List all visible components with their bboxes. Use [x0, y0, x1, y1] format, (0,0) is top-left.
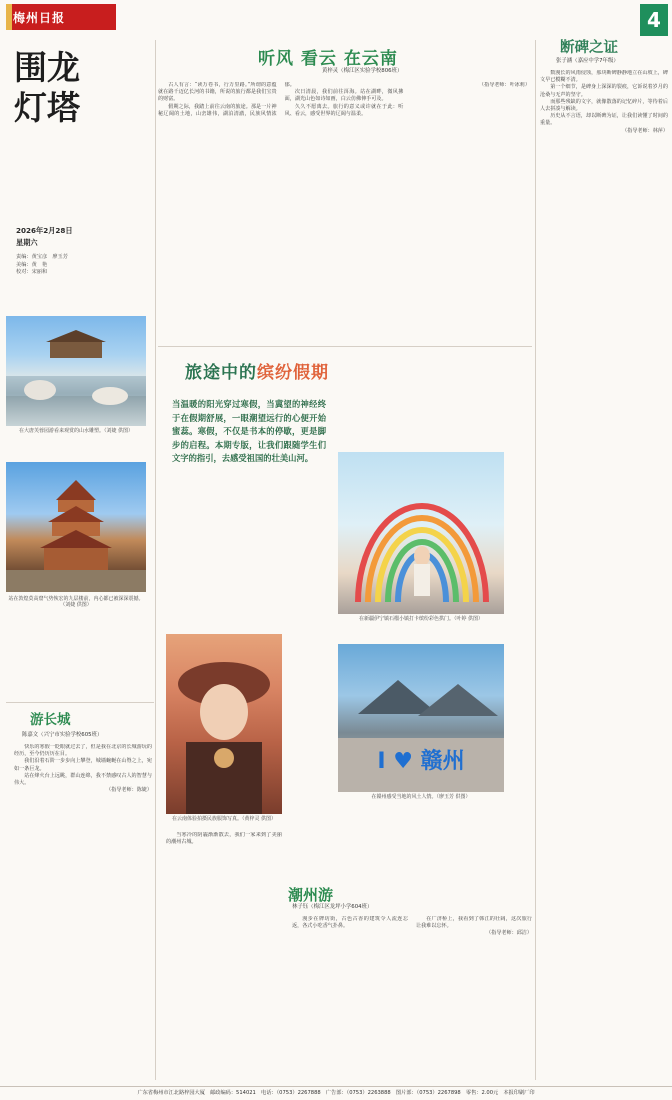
- author-yunnan: 黄梓灵（梅江区实验学校806班）: [322, 68, 403, 74]
- article-title-yunnan: 听风 看云 在云南: [258, 49, 398, 69]
- paragraph: 站在烽火台上远眺，群山连绵，我不禁感叹古人的智慧与伟大。: [14, 772, 152, 787]
- paragraph: 假期之际，我踏上前往云南的旅途。那是一片神秘辽阔的土地，山峦雄伟，湖泊清澈，民族风情浓郁。: [158, 82, 295, 117]
- closing-credit-chaozhou: （指导老师：邱洁）: [486, 930, 532, 937]
- paragraph: 久久不愿离去。旅行的意义或许就在于此：听风、看云，感受世界的辽阔与温柔。: [284, 103, 404, 117]
- author-duanbei: 张子涵（嘉应中学7年级）: [556, 58, 619, 64]
- proofreader-credit: 校对：宋丽和: [16, 269, 48, 275]
- paragraph: 数漫长的风雨侵蚀，那块断碑静静地立在山坡上，碑文早已模糊不清。: [540, 70, 668, 84]
- author-chaozhou: 林子钰（梅江区龙坪小学604班）: [292, 904, 373, 910]
- banner-prefix: 旅途中的: [185, 363, 257, 383]
- paragraph: 漫步在牌坊街，古色古香的建筑令人流连忘返，各式小吃香气扑鼻。: [292, 916, 408, 930]
- paragraph: 次日清晨，我们前往洱海。站在湖畔，微风拂面，湖光山色如诗如画，白云仿佛伸手可及。: [284, 89, 404, 103]
- costume-portrait-illustration: [166, 634, 282, 814]
- section-rule: [6, 702, 154, 703]
- closing-credit-changcheng: （指导老师：陈婕）: [106, 787, 152, 794]
- designer-credit: 美编：黄 艳: [16, 261, 48, 268]
- article-title-duanbei: 断碑之证: [560, 40, 618, 56]
- paragraph: 第一个细节，是碑身上深深的裂痕，它诉说着岁月的沧桑与无声的坚守。: [540, 84, 668, 98]
- editor-credit: 责编：黄宝彦 廖玉芳: [16, 254, 68, 260]
- paragraph: 快乐的寒假一眨眼就过去了，但是我在北京的长城游玩的经历，至今仍历历在目。: [14, 744, 152, 758]
- feature-intro: 当温暖的阳光穿过寒假，当冀望的神经终于在假期舒展，一眼潮望远行的心便开始蜜蕊。寒假，不仅是书本的停歇，更是脚步的启程。本期专版，让我们跟随学生们文字的指引，去感受祖国的壮美山河。: [172, 399, 326, 463]
- issue-weekday: 星期六: [16, 238, 38, 247]
- photo-caption-pagoda: 站在敦煌莫高窟气势恢宏的九层楼前，内心都已被深深震撼。（刘婕 供图）: [8, 596, 144, 609]
- photo-mogao-pagoda: [6, 462, 146, 592]
- paper-name: 梅州日报: [13, 11, 66, 25]
- article-body-changcheng: [14, 744, 152, 1070]
- article-body-chaozhou-left: [166, 832, 282, 1078]
- paragraph: 历史从不言语，却以断碑为证，让我们读懂了时间的重量。: [540, 113, 668, 127]
- paragraph: 而那些残缺的文字，就像散落的记忆碎片，等待着后人去拼凑与解读。: [540, 98, 668, 113]
- page-number: 4: [640, 4, 668, 36]
- photo-caption-sign: 在赣州感受当地的风土人情。（廖玉芳 供图）: [371, 794, 471, 800]
- lake-illustration: [6, 316, 146, 426]
- photo-caption-costume: 在云南体验拍摄民族服饰写真。（黄梓灵 供图）: [171, 816, 277, 822]
- author-changcheng: 陈嘉文（兴宁市实验学校605班）: [22, 732, 103, 738]
- section-rule: [158, 346, 532, 347]
- issue-meta: [16, 226, 116, 277]
- paragraph: 古人有言：“读万卷书，行万里路。”所谓的意蕴就在路千迈亿长河的书籍，所说的旅行都是我们宝贵的财富。: [158, 82, 277, 103]
- banner-highlight: 缤纷假期: [257, 363, 329, 383]
- article-title-chaozhou: 潮州游: [288, 886, 334, 904]
- masthead: [6, 4, 116, 30]
- column-title: 围龙灯塔: [14, 48, 80, 127]
- article-body-duanbei: [540, 70, 668, 1080]
- column-rule: [155, 40, 156, 1080]
- paragraph: 我们沿着石阶一步步向上攀登，城墙蜿蜒在山脊之上，宛如一条巨龙。: [14, 758, 152, 772]
- sign-text: I ♥ 赣州: [377, 749, 465, 774]
- paragraph: 当寒冷的阴霾渐渐散去，我们一家来到了美丽的潮州古城。: [166, 832, 282, 846]
- photo-rainbow-arch: [338, 452, 504, 614]
- closing-credit-duanbei: （指导老师：林萍）: [622, 127, 668, 134]
- photo-caption-arch: 在新疆伊宁镇石榴小镇打卡缤纷彩色拱门。（叶婷 供图）: [358, 616, 484, 622]
- article-body-yunnan: [158, 82, 530, 344]
- sign-illustration: [338, 644, 504, 792]
- pagoda-illustration: [6, 462, 146, 592]
- article-body-chaozhou: [292, 916, 532, 1078]
- arch-illustration: [338, 452, 504, 614]
- closing-credit-yunnan: （指导老师：叶冰莉）: [479, 82, 530, 88]
- photo-ganzhou-sign: [338, 644, 504, 792]
- footer: 广东省梅州市江北路梓园大厦 邮政编码：514021 电话：（0753）2267888 广告部：（0753）2263888 图片部：（0753）2267898 零售：2.00元 本报印刷厂印: [0, 1086, 672, 1100]
- photo-yunnan-costume: [166, 634, 282, 814]
- paragraph: 在广济桥上，我看到了韩江的壮阔，这次旅行让我难以忘怀。: [416, 916, 532, 930]
- photo-caption-lake: 在大唐芙蓉园游看来观赏的山水雕塑。（刘婕 供图）: [18, 428, 134, 434]
- column-rule: [535, 40, 536, 1080]
- article-title-changcheng: 游长城: [30, 712, 71, 728]
- masthead-logo-mark: [6, 4, 12, 30]
- photo-lake-sculpture: [6, 316, 146, 426]
- feature-banner: [185, 358, 365, 386]
- issue-date: 2026年2月28日: [16, 226, 73, 235]
